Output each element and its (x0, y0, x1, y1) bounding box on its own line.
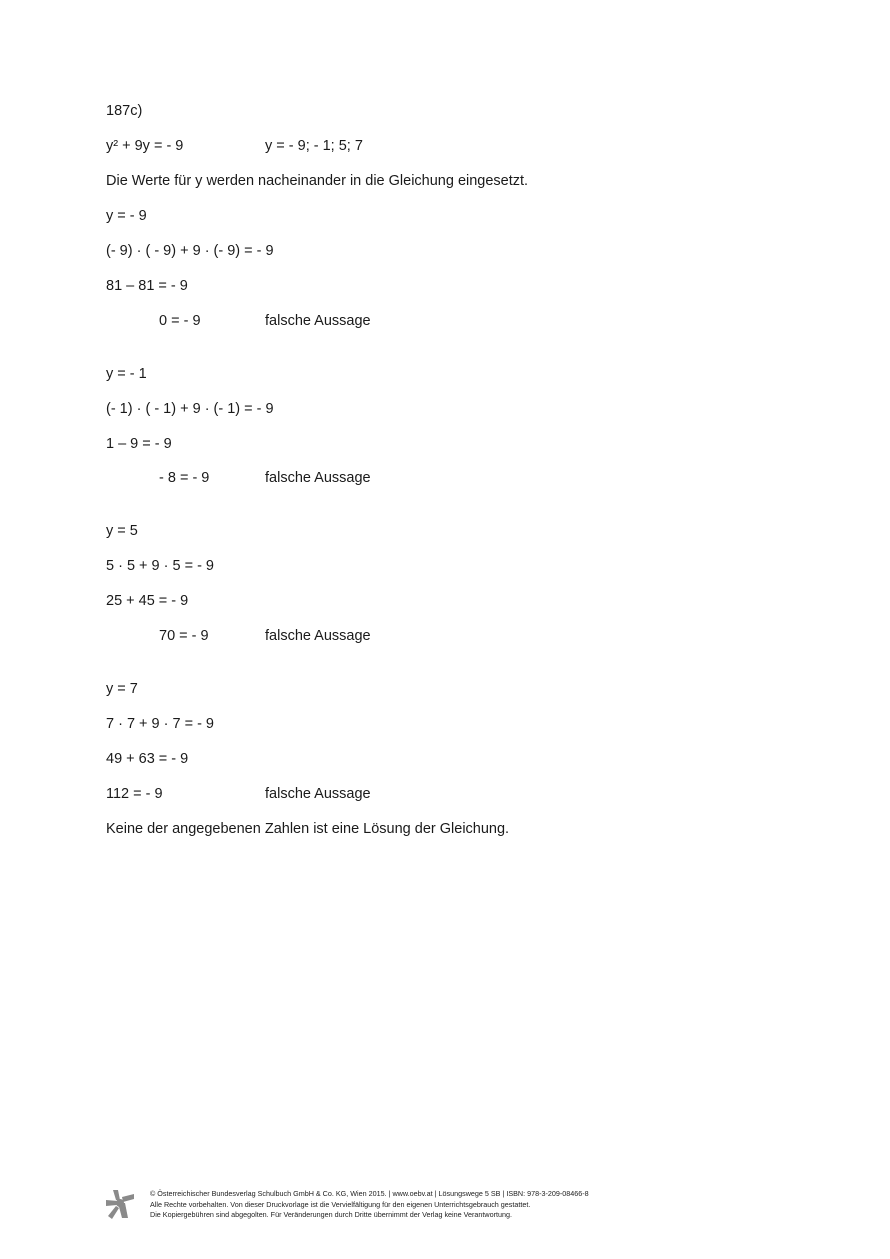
footer-line-2: Alle Rechte vorbehalten. Von dieser Druckvorlage ist die Vervielfältigung für den eigenen Unterrichtsgebrauch gestattet. (150, 1199, 531, 1209)
intro-text: Die Werte für y werden nacheinander in die Gleichung eingesetzt. (106, 173, 529, 189)
block-4-verdict: falsche Aussage (265, 786, 371, 802)
block-1-verdict: falsche Aussage (265, 313, 371, 329)
equation-row (106, 137, 363, 155)
footer-line-3: Die Kopiergebühren sind abgegolten. Für Veränderungen durch Dritte übernimmt der Verlag keine Verantwortung. (150, 1210, 512, 1219)
block-2-result: - 8 = - 9 (159, 470, 210, 486)
footer-text (150, 1189, 589, 1221)
block-3-step1: 5 · 5 + 9 · 5 = - 9 (106, 558, 214, 574)
block-1-value: y = - 9 (106, 208, 147, 224)
block-3-verdict: falsche Aussage (265, 628, 371, 644)
publisher-logo-icon (104, 1188, 136, 1220)
block-4-value: y = 7 (106, 681, 138, 697)
block-1-result: 0 = - 9 (159, 313, 201, 329)
block-4-step1: 7 · 7 + 9 · 7 = - 9 (106, 716, 214, 732)
block-4-step2: 49 + 63 = - 9 (106, 751, 189, 767)
candidate-values: y = - 9; - 1; 5; 7 (265, 138, 363, 154)
block-2-verdict: falsche Aussage (265, 470, 371, 486)
block-2-value: y = - 1 (106, 366, 147, 382)
block-4-result: 112 = - 9 (106, 786, 163, 802)
block-2-step1: (- 1) · ( - 1) + 9 · (- 1) = - 9 (106, 401, 274, 417)
block-3-step2: 25 + 45 = - 9 (106, 593, 189, 609)
block-1-step1: (- 9) · ( - 9) + 9 · (- 9) = - 9 (106, 243, 274, 259)
footer-line-1: © Österreichischer Bundesverlag Schulbuch GmbH & Co. KG, Wien 2015. | www.oebv.at | Lösungswege 5 SB | ISBN: 978-3-209-08466-8 (150, 1189, 589, 1198)
block-2-step2: 1 – 9 = - 9 (106, 436, 172, 452)
block-4-result-row (106, 785, 371, 803)
block-1-step2: 81 – 81 = - 9 (106, 278, 188, 294)
exercise-number: 187c) (106, 103, 143, 119)
block-3-result: 70 = - 9 (159, 628, 209, 644)
conclusion-text: Keine der angegebenen Zahlen ist eine Lösung der Gleichung. (106, 821, 510, 837)
equation: y² + 9y = - 9 (106, 138, 184, 154)
block-3-value: y = 5 (106, 523, 138, 539)
